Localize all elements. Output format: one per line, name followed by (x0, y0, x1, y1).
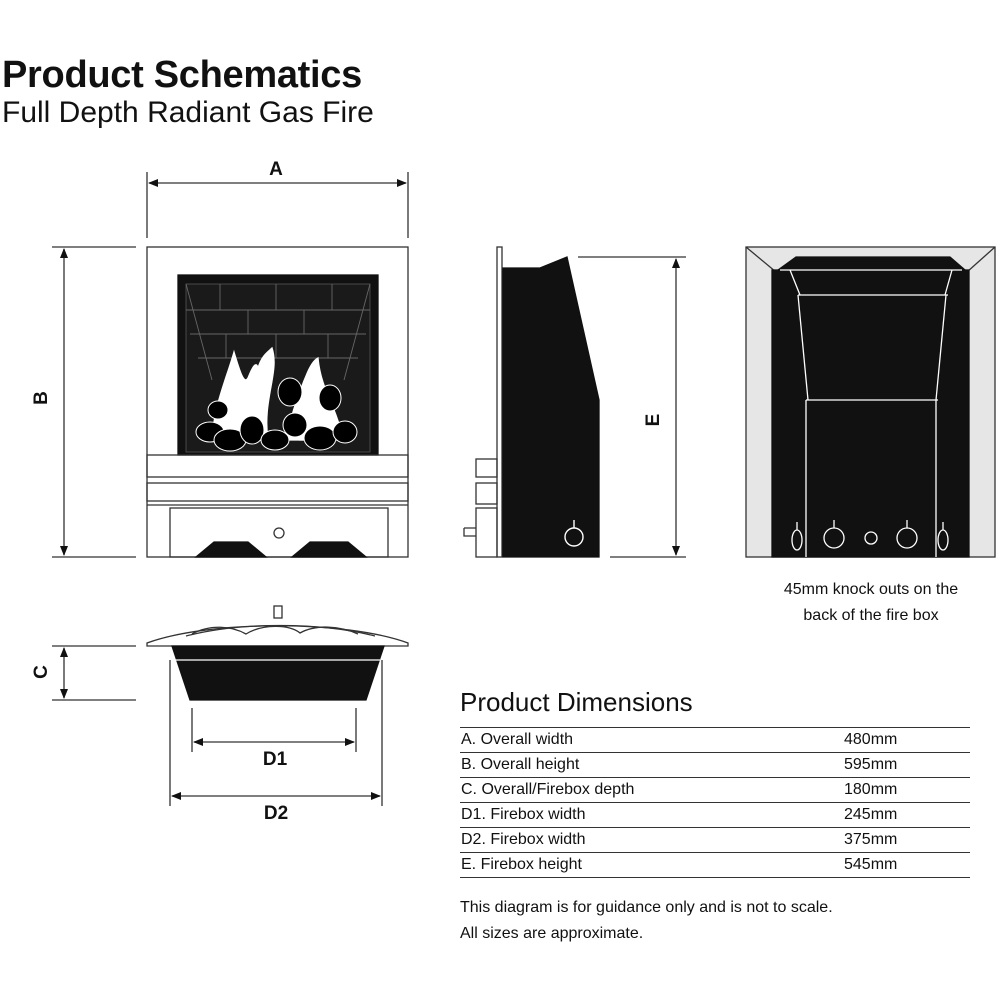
label-a: A (269, 159, 283, 180)
label-d1: D1 (262, 749, 288, 770)
label-d2: D2 (263, 803, 289, 824)
dimension-value: 545mm (843, 853, 970, 878)
table-row (460, 778, 970, 803)
dimension-label: E. Firebox height (460, 853, 843, 878)
top-view (52, 606, 408, 806)
side-view (464, 247, 686, 557)
back-view (746, 247, 995, 557)
disclaimer-note (460, 895, 833, 947)
dimension-label: D2. Firebox width (460, 828, 843, 853)
knockout-caption (745, 577, 997, 629)
dimensions-title: Product Dimensions (460, 687, 693, 717)
page-title: Product Schematics (2, 54, 362, 96)
table-row (460, 828, 970, 853)
dimension-value: 245mm (843, 803, 970, 828)
table-row (460, 853, 970, 878)
dimensions-table (460, 727, 970, 878)
disclaimer-line1: This diagram is for guidance only and is not to scale. (460, 899, 833, 916)
disclaimer-line2: All sizes are approximate. (460, 925, 644, 942)
dimension-value: 595mm (843, 753, 970, 778)
front-view (52, 172, 408, 557)
knockout-caption-line1: 45mm knock outs on the (783, 581, 959, 598)
dimension-value: 180mm (843, 778, 970, 803)
label-e: E (643, 413, 664, 427)
table-row (460, 803, 970, 828)
label-c: C (31, 665, 52, 679)
table-row (460, 753, 970, 778)
page-subtitle: Full Depth Radiant Gas Fire (2, 96, 374, 129)
label-b: B (31, 391, 52, 405)
dimension-value: 480mm (843, 728, 970, 753)
table-row (460, 728, 970, 753)
knockout-caption-line2: back of the fire box (803, 607, 939, 624)
dimension-label: C. Overall/Firebox depth (460, 778, 843, 803)
dimension-label: B. Overall height (460, 753, 843, 778)
dimension-label: D1. Firebox width (460, 803, 843, 828)
dimension-label: A. Overall width (460, 728, 843, 753)
dimension-value: 375mm (843, 828, 970, 853)
